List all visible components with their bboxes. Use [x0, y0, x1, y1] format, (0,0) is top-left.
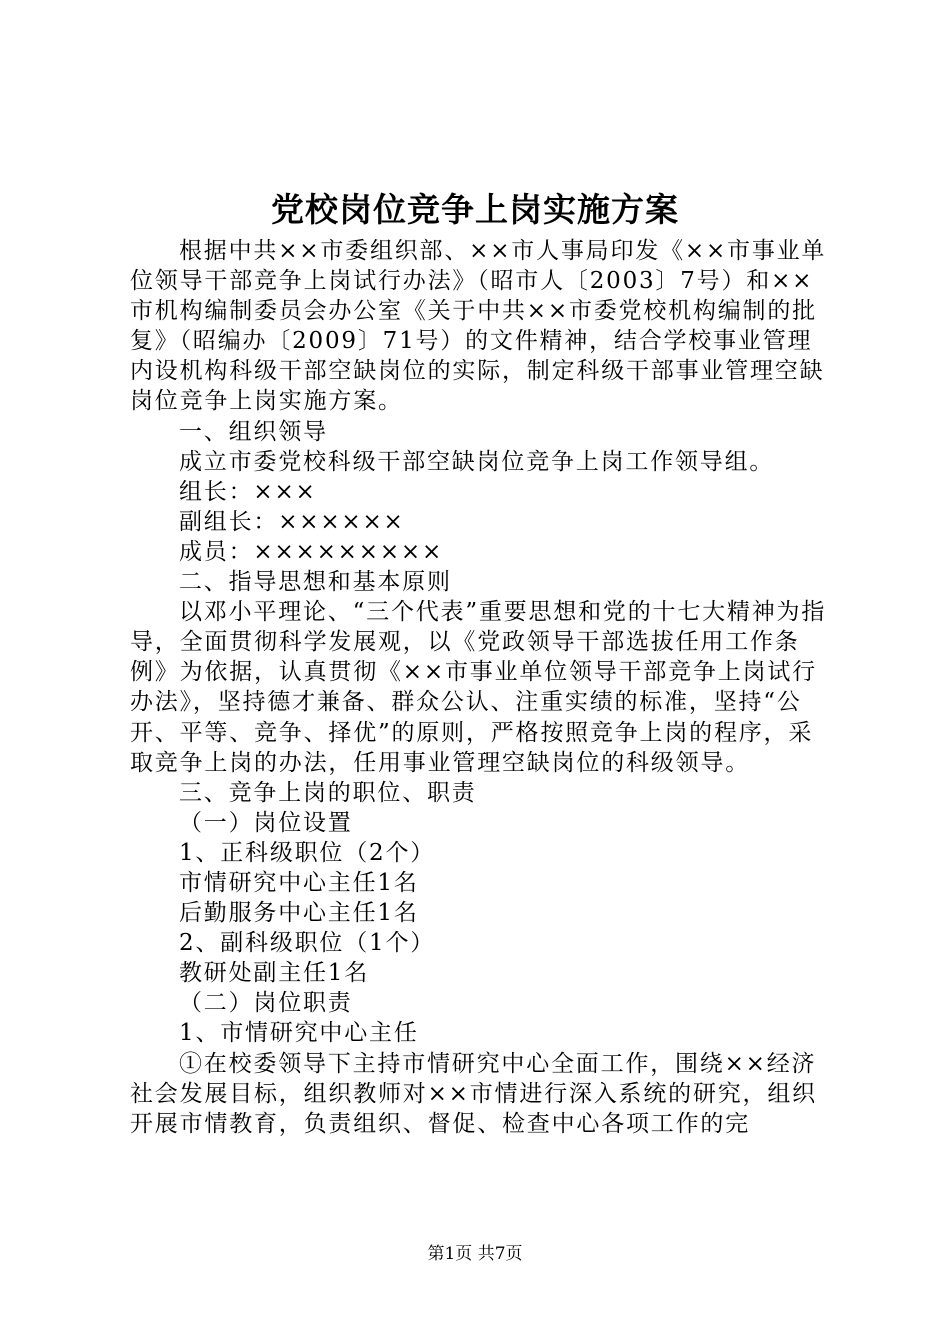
paragraph-positions-2: 2、副科级职位（1个） [179, 930, 436, 957]
paragraph-position-teaching-office: 教研处副主任1名 [179, 960, 370, 987]
paragraph-position-research-center: 市情研究中心主任1名 [179, 869, 419, 896]
subsection-heading-positions: （一）岗位设置 [179, 809, 353, 836]
page-number-footer: 第1页 共7页 [427, 1244, 523, 1264]
paragraph-members: 成员：××××××××× [179, 538, 444, 565]
paragraph-duty-research-director: 1、市情研究中心主任 [179, 1020, 419, 1047]
paragraph-group-leader: 组长：××× [179, 478, 317, 505]
paragraph-deputy-leader: 副组长：×××××× [179, 508, 405, 535]
paragraph-leadership-group: 成立市委党校科级干部空缺岗位竞争上岗工作领导组。 [179, 448, 775, 475]
section-heading-3: 三、竞争上岗的职位、职责 [179, 779, 477, 806]
section-heading-1: 一、组织领导 [179, 418, 328, 445]
section-heading-2: 二、指导思想和基本原则 [179, 569, 452, 596]
paragraph-position-logistics-center: 后勤服务中心主任1名 [179, 900, 419, 927]
paragraph-duty-details: ①在校委领导下主持市情研究中心全面工作，围绕××经济社会发展目标，组织教师对××市情进行深入系统的研究，组织开展市情教育，负责组织、督促、检查中心各项工作的完 [130, 1050, 817, 1137]
paragraph-positions-1: 1、正科级职位（2个） [179, 839, 436, 866]
subsection-heading-duties: （二）岗位职责 [179, 990, 353, 1017]
document-title: 党校岗位竞争上岗实施方案 [271, 190, 679, 229]
document-body [130, 236, 830, 1139]
paragraph-intro: 根据中共××市委组织部、××市人事局印发《××市事业单位领导干部竞争上岗试行办法》（昭市人〔2003〕7号）和××市机构编制委员会办公室《关于中共××市委党校机构编制的批复》（昭编办〔2009〕71号）的文件精神，结合学校事业管理内设机构科级干部空缺岗位的实际，制定科级干部事业管理空缺岗位竞争上岗实施方案。 [130, 238, 827, 415]
paragraph-guiding-principles: 以邓小平理论、“三个代表”重要思想和党的十七大精神为指导，全面贯彻科学发展观，以《党政领导干部选拔任用工作条例》为依据，认真贯彻《××市事业单位领导干部竞争上岗试行办法》，坚持德才兼备、群众公认、注重实绩的标准，坚持“公开、平等、竞争、择优”的原则，严格按照竞争上岗的程序，采取竞争上岗的办法，任用事业管理空缺岗位的科级领导。 [130, 599, 827, 776]
